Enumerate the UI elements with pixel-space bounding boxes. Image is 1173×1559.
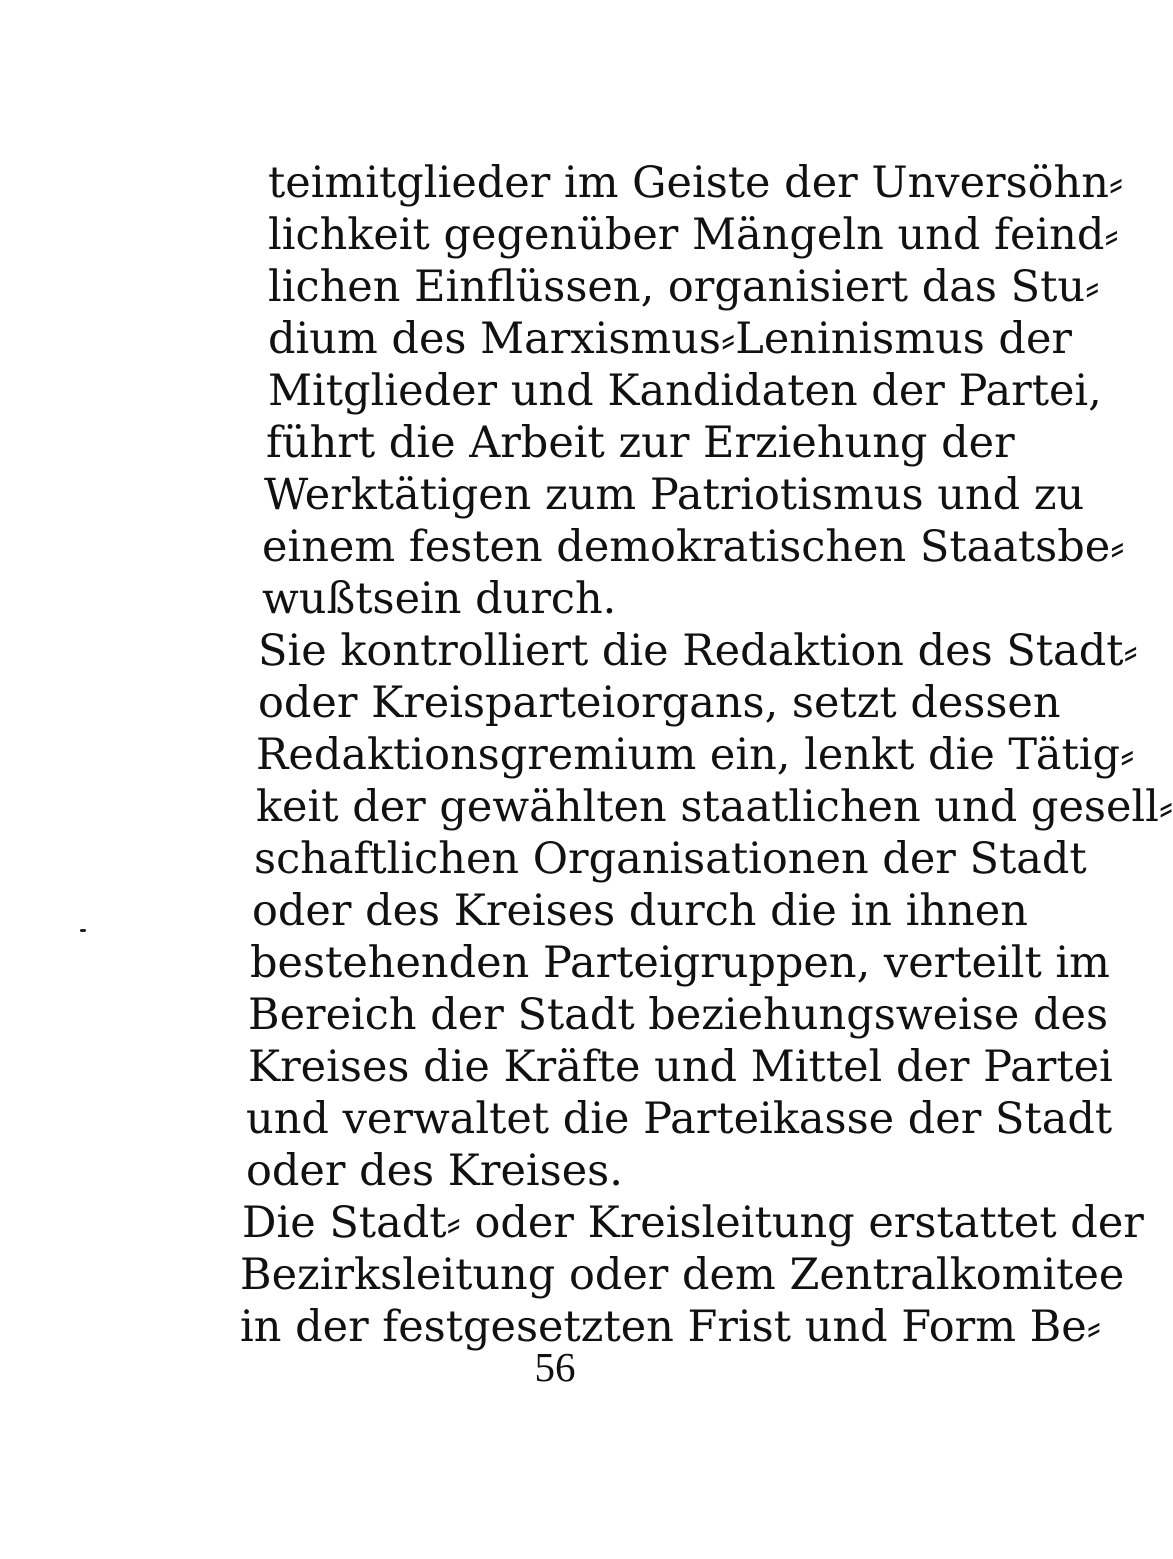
text-line: teimitglieder im Geiste der Unversöhn⸗ [268, 158, 1124, 208]
text-line: Kreises die Kräfte und Mittel der Partei [248, 1042, 1113, 1092]
text-line: lichkeit gegenüber Mängeln und feind⸗ [268, 210, 1119, 260]
text-line: lichen Einflüssen, organisiert das Stu⸗ [268, 262, 1100, 312]
text-line: Mitglieder und Kandidaten der Partei, [268, 366, 1102, 416]
margin-dot-mark [80, 929, 86, 932]
text-line: bestehenden Parteigruppen, verteilt im [250, 938, 1110, 988]
text-line: oder Kreisparteiorgans, setzt dessen [258, 678, 1061, 728]
text-line: dium des Marxismus⸗Leninismus der [268, 314, 1072, 364]
text-line: in der festgesetzten Frist und Form Be⸗ [240, 1302, 1102, 1352]
text-line: einem festen demokratischen Staatsbe⸗ [262, 522, 1125, 572]
text-line: führt die Arbeit zur Erziehung der [266, 418, 1015, 468]
page-number: 56 [534, 1344, 576, 1390]
text-line: schaftlichen Organisationen der Stadt [254, 834, 1087, 884]
text-line: oder des Kreises. [246, 1146, 623, 1196]
text-line: Werktätigen zum Patriotismus und zu [264, 470, 1085, 520]
text-line: Redaktionsgremium ein, lenkt die Tätig⸗ [256, 730, 1135, 780]
text-line: Die Stadt⸗ oder Kreisleitung erstattet der [242, 1198, 1144, 1248]
text-line: Sie kontrolliert die Redaktion des Stadt⸗ [258, 626, 1138, 676]
text-line: und verwaltet die Parteikasse der Stadt [246, 1094, 1113, 1144]
text-line: Bezirksleitung oder dem Zentralkomitee [240, 1250, 1125, 1300]
text-line: keit der gewählten staatlichen und gesell⸗ [256, 782, 1173, 832]
text-line: oder des Kreises durch die in ihnen [252, 886, 1028, 936]
text-line: Bereich der Stadt beziehungsweise des [248, 990, 1109, 1040]
text-line: wußtsein durch. [262, 574, 617, 624]
